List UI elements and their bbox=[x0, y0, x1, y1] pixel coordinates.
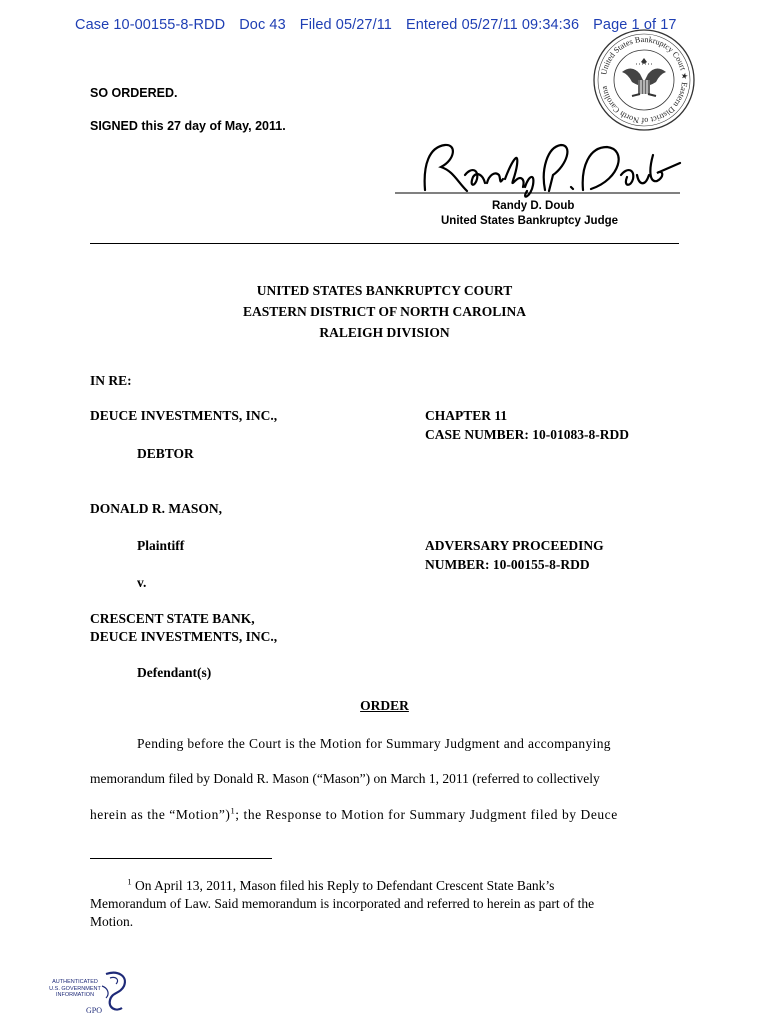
order-line-3a: herein as the “Motion”) bbox=[90, 807, 231, 822]
footnote-line-3: Motion. bbox=[90, 914, 134, 929]
doc-number-stamp: Doc 43 bbox=[239, 17, 286, 33]
adversary-proceeding-label: ADVERSARY PROCEEDING bbox=[425, 538, 604, 553]
defendant-name-1: CRESCENT STATE BANK, bbox=[90, 611, 255, 626]
judge-signature bbox=[395, 135, 685, 205]
filed-date-stamp: Filed 05/27/11 bbox=[299, 17, 392, 33]
court-division: RALEIGH DIVISION bbox=[319, 325, 450, 340]
case-number: CASE NUMBER: 10-01083-8-RDD bbox=[425, 427, 629, 442]
footnote-rule bbox=[90, 858, 272, 859]
in-re-label: IN RE: bbox=[90, 373, 132, 388]
gpo-line-2: U.S. GOVERNMENT bbox=[49, 985, 101, 992]
svg-text:United States Bankruptcy Court: United States Bankruptcy Court ★ Eastern District of North Carolina bbox=[599, 34, 690, 126]
defendant-label: Defendant(s) bbox=[137, 665, 212, 680]
footnote-line-2: Memorandum of Law. Said memorandum is incorporated and referred to herein as part of the bbox=[90, 896, 595, 911]
entered-date-stamp: Entered 05/27/11 09:34:36 bbox=[405, 17, 580, 33]
court-seal-icon bbox=[592, 28, 696, 132]
gpo-authenticated-text bbox=[44, 979, 106, 999]
debtor-name: DEUCE INVESTMENTS, INC., bbox=[90, 408, 278, 423]
defendant-name-2: DEUCE INVESTMENTS, INC., bbox=[90, 629, 278, 644]
gpo-acronym: GPO bbox=[86, 1006, 103, 1015]
order-body-line-1 bbox=[90, 736, 679, 752]
page-count-stamp: Page 1 of 17 bbox=[593, 17, 677, 33]
order-title: ORDER bbox=[360, 698, 409, 713]
order-body-line-2: memorandum filed by Donald R. Mason (“Mason”) on March 1, 2011 (referred to collectively bbox=[90, 771, 600, 786]
judge-block bbox=[420, 199, 650, 229]
chapter-label: CHAPTER 11 bbox=[425, 408, 508, 423]
order-line-1-text bbox=[137, 736, 679, 752]
case-number-stamp: Case 10-00155-8-RDD bbox=[75, 17, 226, 33]
separator-line bbox=[90, 243, 679, 244]
gpo-line-3: INFORMATION bbox=[55, 992, 95, 998]
court-district: EASTERN DISTRICT OF NORTH CAROLINA bbox=[242, 304, 527, 319]
court-name: UNITED STATES BANKRUPTCY COURT bbox=[256, 283, 513, 298]
order-line-3b: ; the Response to Motion for Summary Judgment filed by Deuce bbox=[235, 807, 618, 822]
debtor-label: DEBTOR bbox=[137, 446, 194, 461]
versus-label: v. bbox=[137, 575, 147, 590]
judge-name: Randy D. Doub bbox=[492, 200, 575, 212]
footnote bbox=[90, 877, 680, 931]
court-heading bbox=[90, 280, 679, 343]
footnote-ref: 1 bbox=[230, 805, 236, 816]
plaintiff-name: DONALD R. MASON, bbox=[90, 501, 223, 516]
footnote-marker: 1 bbox=[127, 876, 132, 887]
footnote-line-1 bbox=[90, 877, 680, 895]
plaintiff-label: Plaintiff bbox=[137, 538, 185, 553]
order-line-1-span: Pending before the Court is the Motion for Summary Judgment and accompanying bbox=[137, 736, 611, 751]
judge-title: United States Bankruptcy Judge bbox=[441, 215, 619, 227]
footnote-text-1: On April 13, 2011, Mason filed his Reply to Defendant Crescent State Bank’s bbox=[135, 878, 555, 893]
adversary-number: NUMBER: 10-00155-8-RDD bbox=[425, 557, 590, 572]
signed-date-text: SIGNED this 27 day of May, 2011. bbox=[90, 119, 286, 133]
so-ordered-text: SO ORDERED. bbox=[90, 86, 178, 100]
gpo-line-1: AUTHENTICATED bbox=[52, 979, 98, 985]
order-body-line-3 bbox=[90, 807, 679, 823]
